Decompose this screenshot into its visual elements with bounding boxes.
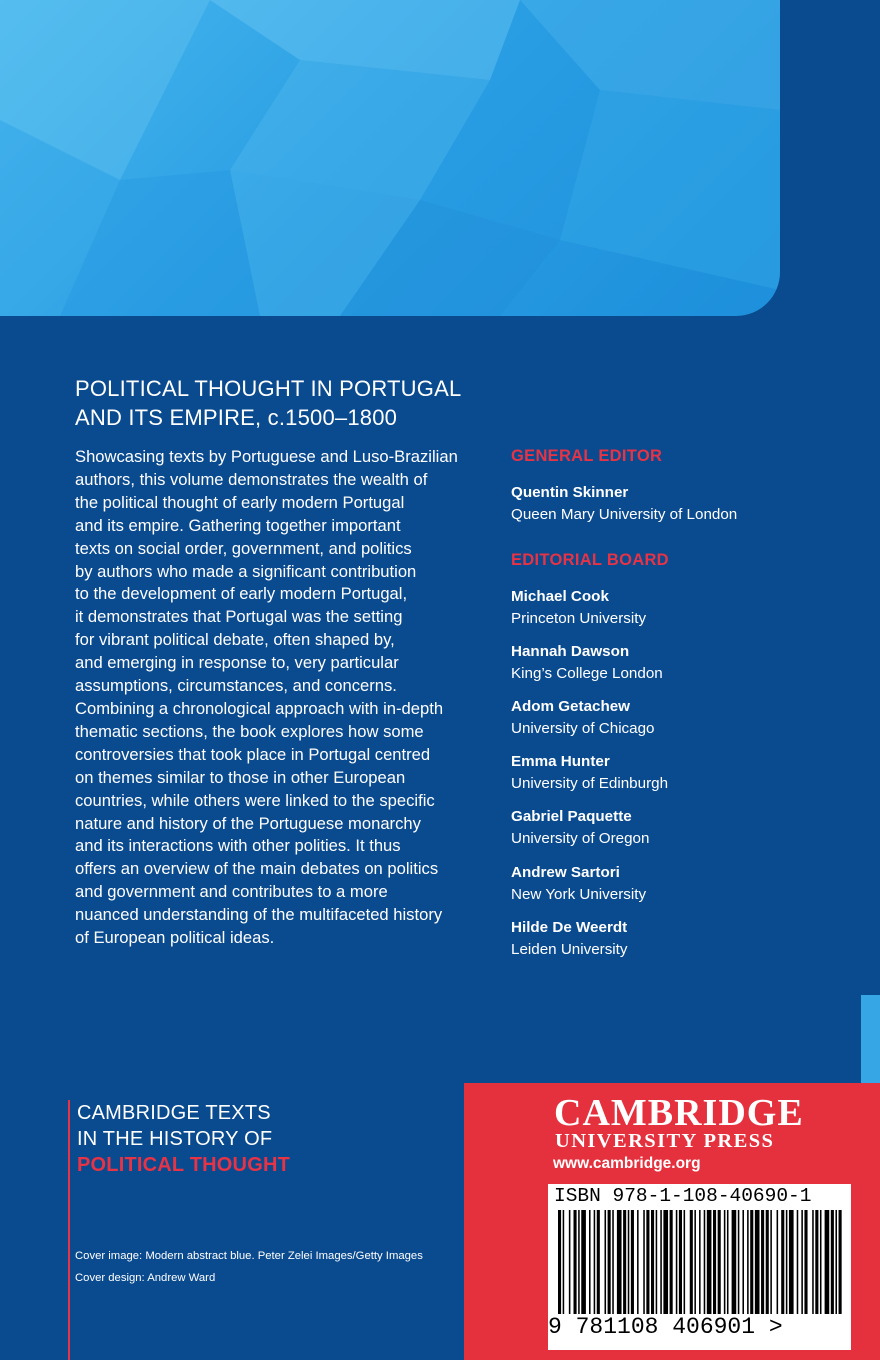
description-line: nature and history of the Portuguese monarchy bbox=[75, 813, 421, 833]
series-line-3: POLITICAL THOUGHT bbox=[77, 1154, 291, 1176]
general-editor-name: Quentin Skinner bbox=[511, 484, 629, 501]
board-member bbox=[511, 696, 655, 739]
barcode-bar bbox=[594, 1210, 596, 1314]
abstract-blue-cover-art bbox=[0, 0, 780, 316]
barcode-bar bbox=[732, 1210, 737, 1314]
barcode-bar bbox=[750, 1210, 753, 1314]
isbn-text: ISBN 978-1-108-40690-1 bbox=[554, 1185, 812, 1207]
board-member-affiliation: University of Oregon bbox=[511, 829, 650, 847]
description-line: by authors who made a significant contribution bbox=[75, 561, 417, 581]
barcode-bar bbox=[589, 1210, 591, 1314]
barcode-bar bbox=[825, 1210, 830, 1314]
description-line: of European political ideas. bbox=[75, 928, 275, 948]
barcode-bar bbox=[694, 1210, 696, 1314]
description-line: controversies that took place in Portugal centred bbox=[75, 744, 431, 764]
barcode-bar bbox=[646, 1210, 649, 1314]
editorial-board-heading: EDITORIAL BOARD bbox=[511, 551, 669, 569]
barcode-bar bbox=[789, 1210, 794, 1314]
board-member-affiliation: New York University bbox=[511, 885, 647, 903]
barcode-bar bbox=[747, 1210, 749, 1314]
general-editor-affiliation: Queen Mary University of London bbox=[511, 505, 738, 523]
board-member-name: Emma Hunter bbox=[511, 753, 610, 770]
barcode-icon bbox=[554, 1210, 845, 1314]
board-member-name: Adom Getachew bbox=[511, 698, 630, 715]
series-line-2: IN THE HISTORY OF bbox=[77, 1128, 273, 1150]
barcode-bar bbox=[617, 1210, 622, 1314]
barcode-bar bbox=[563, 1210, 565, 1314]
description-line: countries, while others were linked to the specific bbox=[75, 790, 435, 810]
description-line: and emerging in response to, very particular bbox=[75, 653, 399, 673]
description-line: authors, this volume demonstrates the wealth of bbox=[75, 469, 428, 489]
barcode-bar bbox=[704, 1210, 706, 1314]
publisher-panel bbox=[464, 1083, 880, 1360]
barcode-bar bbox=[608, 1210, 611, 1314]
description-line: assumptions, circumstances, and concerns. bbox=[75, 676, 397, 696]
barcode-bar bbox=[637, 1210, 639, 1314]
barcode-bar bbox=[801, 1210, 803, 1314]
barcode-bar bbox=[628, 1210, 630, 1314]
barcode-bar bbox=[663, 1210, 668, 1314]
description-line: thematic sections, the book explores how some bbox=[75, 721, 424, 741]
barcode-bar bbox=[786, 1210, 788, 1314]
abstract-shapes bbox=[0, 0, 780, 316]
barcode-bar bbox=[670, 1210, 673, 1314]
barcode-bar bbox=[660, 1210, 662, 1314]
accent-strip bbox=[861, 995, 880, 1083]
board-member bbox=[511, 806, 649, 849]
board-member bbox=[511, 641, 663, 684]
barcode-bar bbox=[742, 1210, 744, 1314]
board-member bbox=[511, 917, 628, 960]
board-member bbox=[511, 751, 668, 794]
book-title bbox=[75, 374, 495, 432]
barcode-bar bbox=[770, 1210, 772, 1314]
book-title-line-2: AND ITS EMPIRE, c.1500–1800 bbox=[75, 405, 398, 430]
cover-image-credit: Cover image: Modern abstract blue. Peter Zelei Images/Getty Images bbox=[75, 1250, 423, 1262]
barcode-bar bbox=[679, 1210, 682, 1314]
barcode-bar bbox=[766, 1210, 769, 1314]
board-member-name: Gabriel Paquette bbox=[511, 808, 632, 825]
barcode-bar bbox=[631, 1210, 634, 1314]
barcode-bar bbox=[738, 1210, 740, 1314]
barcode-bar bbox=[605, 1210, 607, 1314]
description-line: to the development of early modern Portugal, bbox=[75, 584, 408, 604]
barcode-digits: 9 781108 406901 > bbox=[548, 1314, 783, 1340]
board-member-affiliation: University of Chicago bbox=[511, 719, 655, 737]
series-line-1: CAMBRIDGE TEXTS bbox=[77, 1102, 271, 1124]
barcode-label bbox=[548, 1184, 851, 1350]
barcode-bar bbox=[676, 1210, 678, 1314]
barcode-bar bbox=[623, 1210, 626, 1314]
description-line: offers an overview of the main debates on politics bbox=[75, 859, 439, 879]
barcode-bar bbox=[713, 1210, 716, 1314]
description-line: texts on social order, government, and politics bbox=[75, 538, 412, 558]
barcode-bar bbox=[690, 1210, 693, 1314]
barcode-bar bbox=[597, 1210, 600, 1314]
barcode-bar bbox=[718, 1210, 721, 1314]
barcode-bar bbox=[797, 1210, 799, 1314]
barcode-bar bbox=[643, 1210, 645, 1314]
board-member-affiliation: Leiden University bbox=[511, 940, 628, 958]
barcode-bar bbox=[820, 1210, 822, 1314]
barcode-bar bbox=[839, 1210, 842, 1314]
series-title bbox=[68, 1100, 290, 1360]
barcode-bar bbox=[707, 1210, 712, 1314]
board-member bbox=[511, 862, 646, 905]
barcode-bar bbox=[755, 1210, 760, 1314]
general-editor-heading: GENERAL EDITOR bbox=[511, 447, 663, 465]
publisher-press: UNIVERSITY PRESS bbox=[555, 1130, 775, 1152]
barcode-bar bbox=[656, 1210, 658, 1314]
barcode-bar bbox=[815, 1210, 818, 1314]
barcode-bar bbox=[724, 1210, 726, 1314]
barcode-bar bbox=[684, 1210, 686, 1314]
barcode-bar bbox=[699, 1210, 701, 1314]
barcode-bar bbox=[777, 1210, 779, 1314]
barcode-bar bbox=[727, 1210, 729, 1314]
barcode-bar bbox=[612, 1210, 614, 1314]
book-title-line-1: POLITICAL THOUGHT IN PORTUGAL bbox=[75, 376, 462, 401]
barcode-bar bbox=[574, 1210, 577, 1314]
barcode-bar bbox=[781, 1210, 784, 1314]
barcode-bar bbox=[651, 1210, 654, 1314]
barcode-bar bbox=[569, 1210, 571, 1314]
description-line: Combining a chronological approach with in-depth bbox=[75, 698, 444, 718]
barcode-bar bbox=[558, 1210, 561, 1314]
description-line: on themes similar to those in other European bbox=[75, 767, 406, 787]
general-editor bbox=[511, 482, 737, 525]
cover-design-credit: Cover design: Andrew Ward bbox=[75, 1272, 216, 1284]
board-member-name: Hilde De Weerdt bbox=[511, 919, 628, 936]
description-line: and government and contributes to a more bbox=[75, 882, 388, 902]
description-line: Showcasing texts by Portuguese and Luso-Brazilian bbox=[75, 447, 458, 466]
description-line: for vibrant political debate, often shaped by, bbox=[75, 630, 395, 650]
barcode-bar bbox=[812, 1210, 814, 1314]
board-member-name: Andrew Sartori bbox=[511, 864, 620, 881]
book-description bbox=[75, 446, 485, 950]
description-line: and its interactions with other polities. It thus bbox=[75, 836, 401, 856]
board-member-affiliation: University of Edinburgh bbox=[511, 774, 669, 792]
barcode-bar bbox=[835, 1210, 837, 1314]
publisher-url: www.cambridge.org bbox=[553, 1155, 701, 1172]
board-member-affiliation: King’s College London bbox=[511, 664, 663, 682]
board-member-name: Michael Cook bbox=[511, 588, 609, 605]
barcode-bar bbox=[761, 1210, 764, 1314]
barcode-bar bbox=[578, 1210, 580, 1314]
description-line: it demonstrates that Portugal was the setting bbox=[75, 607, 403, 627]
board-member-affiliation: Princeton University bbox=[511, 609, 647, 627]
barcode-bar bbox=[581, 1210, 586, 1314]
description-line: the political thought of early modern Portugal bbox=[75, 492, 405, 512]
board-member bbox=[511, 586, 646, 629]
board-member-name: Hannah Dawson bbox=[511, 643, 630, 660]
barcode-bar bbox=[831, 1210, 834, 1314]
barcode-bar bbox=[804, 1210, 807, 1314]
description-line: and its empire. Gathering together important bbox=[75, 515, 401, 535]
description-line: nuanced understanding of the multifaceted history bbox=[75, 905, 443, 925]
publisher-name: CAMBRIDGE bbox=[554, 1092, 804, 1134]
